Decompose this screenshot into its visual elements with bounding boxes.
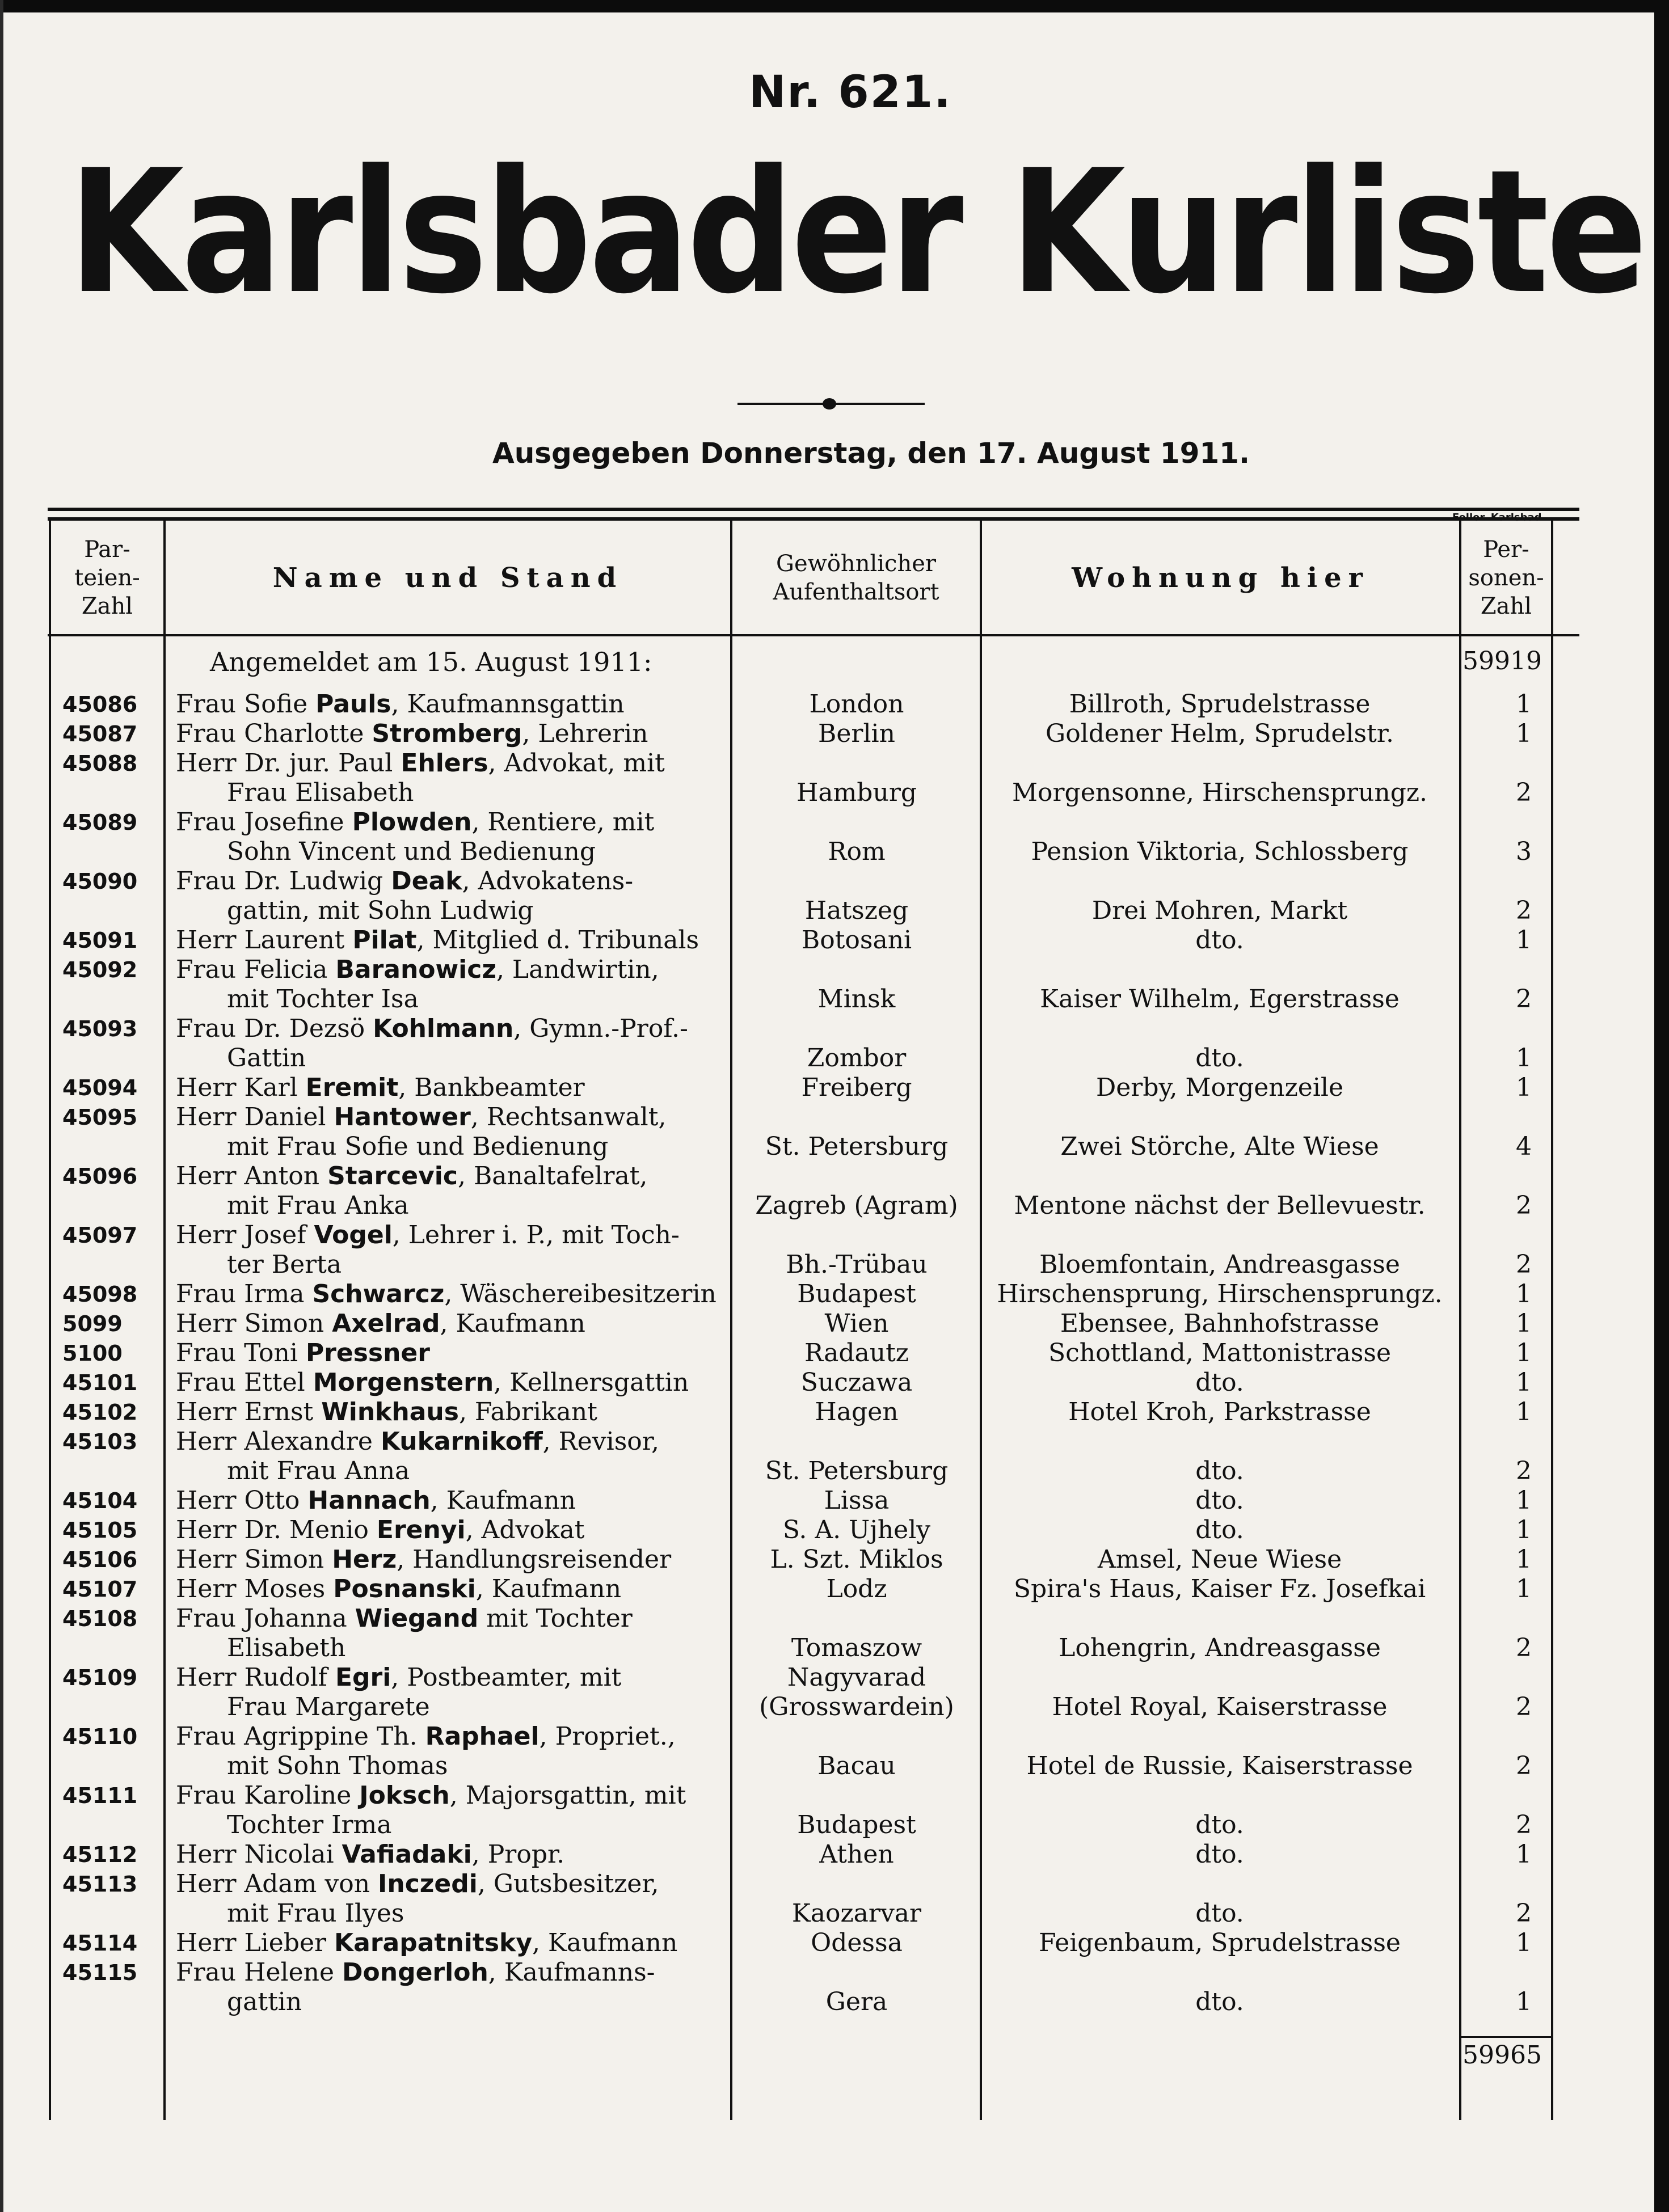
guest-name-line	[176, 1280, 717, 1309]
guest-title-first-name: Frau Toni	[176, 1339, 306, 1367]
origin-place: Lodz	[826, 1574, 887, 1603]
guest-occupation: , Wäschereibesitzerin	[444, 1280, 717, 1308]
party-number: 45109	[62, 1665, 138, 1690]
person-count: 1	[1516, 690, 1532, 719]
guest-name-line	[176, 1427, 659, 1457]
origin-place: S. A. Ujhely	[782, 1516, 931, 1544]
guest-occupation: mit Tochter	[478, 1604, 633, 1633]
guest-occupation: , Rechtsanwalt,	[470, 1103, 667, 1132]
origin-place: Suczawa	[800, 1368, 913, 1397]
person-count: 1	[1516, 1840, 1532, 1869]
person-count: 2	[1516, 1633, 1532, 1662]
guest-name-line	[176, 1781, 686, 1810]
guest-name-line	[176, 955, 659, 985]
person-count: 2	[1516, 1751, 1532, 1780]
guest-surname: Raphael	[425, 1722, 540, 1751]
party-number: 45113	[62, 1872, 138, 1897]
origin-place: Rom	[828, 837, 886, 866]
person-count: 1	[1516, 1280, 1532, 1308]
origin-place: Athen	[819, 1840, 894, 1869]
person-count: 1	[1516, 1073, 1532, 1102]
guest-surname: Hantower	[334, 1103, 471, 1132]
guest-surname: Vogel	[314, 1221, 393, 1249]
residence-address: Morgensonne, Hirschensprungz.	[1011, 778, 1428, 807]
origin-place: Bacau	[817, 1751, 896, 1780]
guest-surname: Wiegand	[355, 1604, 479, 1633]
origin-place: Tomaszow	[791, 1633, 922, 1662]
party-number: 45090	[62, 869, 138, 894]
person-count: 2	[1516, 896, 1532, 925]
guest-title-first-name: Frau Karoline	[176, 1781, 360, 1810]
opening-total: 59919	[1463, 647, 1542, 676]
person-count: 1	[1516, 1987, 1532, 2016]
residence-address: dto.	[1195, 1457, 1244, 1485]
person-count: 2	[1516, 1191, 1532, 1220]
origin-place: L. Szt. Miklos	[770, 1545, 943, 1574]
origin-place: Lissa	[824, 1486, 890, 1515]
guest-name-line	[176, 808, 654, 837]
guest-name-line	[176, 1014, 688, 1044]
party-number: 45101	[62, 1370, 138, 1395]
guest-name-line	[176, 867, 633, 896]
party-number: 45106	[62, 1547, 138, 1572]
guest-name-line	[176, 1103, 666, 1132]
guest-name-line	[176, 1221, 680, 1250]
guest-title-first-name: Herr Dr. jur. Paul	[176, 749, 401, 778]
person-count: 1	[1516, 1398, 1532, 1426]
guest-title-first-name: Herr Karl	[176, 1073, 306, 1102]
guest-surname: Kukarnikoff	[380, 1427, 543, 1456]
origin-place: Nagyvarad	[787, 1663, 926, 1692]
guest-surname: Winkhaus	[321, 1398, 459, 1426]
origin-place: Zombor	[807, 1044, 907, 1073]
residence-address: Derby, Morgenzeile	[1095, 1073, 1344, 1102]
residence-address: Pension Viktoria, Schlossberg	[1031, 837, 1409, 866]
guest-name-continuation: gattin	[227, 1987, 302, 2016]
residence-address: Billroth, Sprudelstrasse	[1069, 690, 1371, 719]
party-number: 45114	[62, 1931, 138, 1956]
residence-address: dto.	[1195, 1899, 1244, 1928]
guest-occupation: , Propr.	[471, 1840, 565, 1869]
guest-surname: Vafiadaki	[342, 1840, 472, 1869]
person-count: 2	[1516, 1692, 1532, 1721]
guest-name-line	[176, 749, 665, 778]
guest-surname: Herz	[332, 1545, 397, 1574]
col-header-origin: Gewöhnlicher Aufenthaltsort	[773, 551, 939, 605]
party-number: 45105	[62, 1518, 138, 1543]
person-count: 1	[1516, 926, 1532, 955]
residence-address: Zwei Störche, Alte Wiese	[1060, 1132, 1379, 1161]
person-count: 1	[1516, 1928, 1532, 1957]
guest-name-line	[176, 719, 648, 749]
residence-address: Hotel Royal, Kaiserstrasse	[1052, 1692, 1388, 1721]
guest-name-continuation: gattin, mit Sohn Ludwig	[227, 896, 534, 925]
guest-occupation: , Lehrerin	[522, 719, 648, 748]
guest-name-line	[176, 1722, 676, 1751]
person-count: 2	[1516, 778, 1532, 807]
guest-name-line	[176, 1398, 597, 1427]
person-count: 1	[1516, 1339, 1532, 1367]
origin-place: Wien	[824, 1309, 889, 1338]
party-number: 45095	[62, 1105, 138, 1130]
guest-occupation: , Banaltafelrat,	[457, 1162, 648, 1191]
registration-date: Angemeldet am 15. August 1911:	[210, 647, 652, 677]
residence-address: dto.	[1195, 1516, 1244, 1544]
guest-occupation: , Kaufmann	[475, 1574, 622, 1603]
guest-title-first-name: Herr Anton	[176, 1162, 328, 1191]
guest-surname: Ehlers	[401, 749, 488, 778]
guest-surname: Erenyi	[376, 1516, 466, 1544]
origin-place: Berlin	[818, 719, 895, 748]
col-header-persons: Per- sonen- Zahl	[1468, 537, 1544, 619]
guest-surname: Schwarcz	[312, 1280, 445, 1308]
guest-name-line	[176, 1486, 576, 1516]
origin-place: Minsk	[817, 985, 896, 1014]
residence-address: Goldener Helm, Sprudelstr.	[1046, 719, 1394, 748]
guest-name-continuation: Sohn Vincent und Bedienung	[227, 837, 596, 866]
guest-occupation: , Advokatens-	[462, 867, 634, 896]
party-number: 45091	[62, 928, 138, 953]
guest-surname: Morgenstern	[313, 1368, 494, 1397]
person-count: 1	[1516, 1545, 1532, 1574]
guest-title-first-name: Frau Josefine	[176, 808, 352, 837]
col-header-name: Name und Stand	[272, 562, 623, 594]
residence-address: Mentone nächst der Bellevuestr.	[1014, 1191, 1426, 1220]
residence-address: dto.	[1195, 1368, 1244, 1397]
guest-occupation: , Landwirtin,	[496, 955, 659, 984]
guest-title-first-name: Frau Irma	[176, 1280, 313, 1308]
guest-title-first-name: Herr Adam von	[176, 1869, 378, 1898]
guest-title-first-name: Herr Rudolf	[176, 1663, 335, 1692]
person-count: 2	[1516, 1899, 1532, 1928]
person-count: 2	[1516, 1250, 1532, 1279]
guest-occupation: , Gymn.-Prof.-	[513, 1014, 688, 1043]
residence-address: Hirschensprung, Hirschensprungz.	[997, 1280, 1443, 1308]
party-number: 45098	[62, 1282, 138, 1307]
guest-title-first-name: Herr Simon	[176, 1309, 332, 1338]
residence-address: dto.	[1195, 1044, 1244, 1073]
guest-surname: Pilat	[352, 926, 417, 955]
residence-address: Hotel de Russie, Kaiserstrasse	[1026, 1751, 1413, 1780]
party-number: 45088	[62, 751, 138, 776]
residence-address: dto.	[1195, 926, 1244, 955]
guest-name-line	[176, 1663, 621, 1692]
guest-surname: Axelrad	[332, 1309, 440, 1338]
guest-name-line	[176, 690, 625, 719]
masthead-title: Karlsbader Kurliste	[68, 133, 1645, 331]
person-count: 3	[1516, 837, 1532, 866]
residence-address: Bloemfontain, Andreasgasse	[1039, 1250, 1400, 1279]
person-count: 1	[1516, 1368, 1532, 1397]
origin-place: Kaozarvar	[791, 1899, 922, 1928]
residence-address: dto.	[1195, 1987, 1244, 2016]
guest-title-first-name: Herr Josef	[176, 1221, 314, 1249]
person-count: 1	[1516, 719, 1532, 748]
guest-name-continuation: mit Frau Ilyes	[227, 1899, 404, 1928]
guest-surname: Plowden	[352, 808, 472, 837]
guest-occupation: , Majorsgattin, mit	[449, 1781, 686, 1810]
party-number: 45110	[62, 1724, 138, 1749]
residence-address: dto.	[1195, 1810, 1244, 1839]
person-count: 1	[1516, 1044, 1532, 1073]
guest-name-line	[176, 1928, 677, 1958]
party-number: 45097	[62, 1223, 138, 1248]
guest-title-first-name: Herr Laurent	[176, 926, 353, 955]
guest-title-first-name: Herr Otto	[176, 1486, 308, 1515]
guest-occupation: , Kaufmannsgattin	[391, 690, 625, 719]
guest-occupation: , Gutsbesitzer,	[477, 1869, 659, 1898]
guest-title-first-name: Herr Dr. Menio	[176, 1516, 377, 1544]
guest-title-first-name: Herr Lieber	[176, 1928, 335, 1957]
guest-name-line	[176, 1604, 633, 1633]
party-number: 45096	[62, 1164, 138, 1189]
residence-address: Amsel, Neue Wiese	[1097, 1545, 1342, 1574]
guest-name-continuation: mit Frau Anna	[227, 1457, 410, 1485]
origin-place: Hatszeg	[804, 896, 909, 925]
residence-address: Feigenbaum, Sprudelstrasse	[1039, 1928, 1401, 1957]
guest-name-line	[176, 1368, 689, 1398]
guest-name-line	[176, 1869, 659, 1899]
party-number: 45112	[62, 1842, 138, 1867]
guest-name-continuation: Gattin	[227, 1044, 306, 1073]
party-number: 45089	[62, 810, 138, 835]
residence-address: Lohengrin, Andreasgasse	[1059, 1633, 1381, 1662]
party-number: 45104	[62, 1488, 138, 1513]
guest-occupation: , Mitglied d. Tribunals	[416, 926, 699, 955]
origin-place: St. Petersburg	[765, 1132, 949, 1161]
col-header-party: Par- teien- Zahl	[74, 537, 140, 619]
origin-place-continuation: (Grosswardein)	[759, 1692, 954, 1721]
origin-place: Budapest	[797, 1810, 916, 1839]
guest-surname: Posnanski	[333, 1574, 476, 1603]
person-count: 1	[1516, 1486, 1532, 1515]
guest-surname: Deak	[391, 867, 462, 896]
guest-title-first-name: Frau Dr. Ludwig	[176, 867, 391, 896]
guest-title-first-name: Frau Sofie	[176, 690, 316, 719]
guest-name-continuation: mit Sohn Thomas	[227, 1751, 448, 1780]
guest-title-first-name: Herr Ernst	[176, 1398, 322, 1426]
party-number: 5100	[62, 1341, 123, 1366]
guest-surname: Hannach	[307, 1486, 431, 1515]
guest-title-first-name: Herr Nicolai	[176, 1840, 342, 1869]
residence-address: dto.	[1195, 1840, 1244, 1869]
party-number: 45111	[62, 1783, 138, 1808]
person-count: 4	[1516, 1132, 1532, 1161]
guest-title-first-name: Herr Daniel	[176, 1103, 334, 1132]
guest-occupation: , Revisor,	[542, 1427, 659, 1456]
guest-surname: Stromberg	[372, 719, 522, 748]
person-count: 2	[1516, 1457, 1532, 1485]
guest-name-line	[176, 1574, 621, 1604]
origin-place: Budapest	[797, 1280, 916, 1308]
guest-occupation: , Advokat	[465, 1516, 585, 1544]
origin-place: Gera	[825, 1987, 888, 2016]
person-count: 2	[1516, 985, 1532, 1014]
party-number: 45093	[62, 1016, 138, 1041]
guest-name-continuation: Elisabeth	[227, 1633, 346, 1662]
guest-name-line	[176, 1545, 671, 1574]
guest-occupation: , Lehrer i. P., mit Toch-	[392, 1221, 680, 1249]
guest-name-line	[176, 1309, 585, 1339]
guest-title-first-name: Herr Simon	[176, 1545, 332, 1574]
issue-date: Ausgegeben Donnerstag, den 17. August 1911.	[492, 437, 1250, 470]
guest-title-first-name: Herr Moses	[176, 1574, 334, 1603]
residence-address: Drei Mohren, Markt	[1091, 896, 1348, 925]
guest-surname: Pauls	[315, 690, 391, 719]
guest-name-continuation: Tochter Irma	[227, 1810, 392, 1839]
guest-surname: Dongerloh	[342, 1958, 488, 1987]
guest-title-first-name: Frau Helene	[176, 1958, 343, 1987]
guest-occupation: , Advokat, mit	[488, 749, 665, 778]
party-number: 45115	[62, 1960, 138, 1985]
party-number: 45103	[62, 1429, 138, 1454]
guest-occupation: , Rentiere, mit	[471, 808, 655, 837]
guest-title-first-name: Frau Dr. Dezsö	[176, 1014, 373, 1043]
residence-address: Ebensee, Bahnhofstrasse	[1060, 1309, 1380, 1338]
person-count: 1	[1516, 1574, 1532, 1603]
guest-name-line	[176, 1162, 647, 1191]
origin-place: St. Petersburg	[765, 1457, 949, 1485]
guest-name-continuation: Frau Elisabeth	[227, 778, 414, 807]
origin-place: Odessa	[811, 1928, 903, 1957]
guest-title-first-name: Frau Agrippine Th.	[176, 1722, 425, 1751]
origin-place: London	[809, 690, 904, 719]
guest-name-line	[176, 1958, 655, 1987]
guest-name-continuation: mit Frau Anka	[227, 1191, 409, 1220]
guest-surname: Kohlmann	[373, 1014, 514, 1043]
party-number: 45107	[62, 1577, 138, 1602]
guest-name-continuation: mit Frau Sofie und Bedienung	[227, 1132, 609, 1161]
party-number: 45087	[62, 721, 138, 746]
guest-occupation: , Fabrikant	[458, 1398, 597, 1426]
guest-name-continuation: ter Berta	[227, 1250, 342, 1279]
residence-address: Hotel Kroh, Parkstrasse	[1068, 1398, 1371, 1426]
origin-place: Hagen	[815, 1398, 899, 1426]
guest-occupation: , Kaufmanns-	[488, 1958, 655, 1987]
guest-title-first-name: Herr Alexandre	[176, 1427, 381, 1456]
origin-place: Bh.-Trübau	[786, 1250, 928, 1279]
guest-title-first-name: Frau Johanna	[176, 1604, 355, 1633]
guest-surname: Baranowicz	[335, 955, 496, 984]
guest-name-line	[176, 926, 699, 955]
origin-place: Freiberg	[801, 1073, 912, 1102]
guest-occupation: , Kaufmann	[440, 1309, 585, 1338]
guest-occupation: , Kaufmann	[532, 1928, 678, 1957]
guest-name-line	[176, 1840, 564, 1869]
guest-title-first-name: Frau Ettel	[176, 1368, 313, 1397]
origin-place: Botosani	[801, 926, 912, 955]
party-number: 45086	[62, 692, 138, 717]
party-number: 45094	[62, 1075, 138, 1100]
origin-place: Hamburg	[796, 778, 917, 807]
col-header-residence: Wohnung hier	[1072, 562, 1369, 594]
guest-occupation: , Handlungsreisender	[397, 1545, 672, 1574]
guest-name-line	[176, 1516, 584, 1545]
residence-address: Kaiser Wilhelm, Egerstrasse	[1040, 985, 1400, 1014]
party-number: 5099	[62, 1311, 123, 1336]
guest-title-first-name: Frau Felicia	[176, 955, 336, 984]
guest-surname: Joksch	[359, 1781, 450, 1810]
guest-surname: Pressner	[305, 1339, 430, 1367]
guest-surname: Egri	[335, 1663, 391, 1692]
residence-address: Spira's Haus, Kaiser Fz. Josefkai	[1013, 1574, 1426, 1603]
guest-occupation: , Kaufmann	[430, 1486, 576, 1515]
guest-name-continuation: Frau Margarete	[227, 1692, 430, 1721]
guest-name-continuation: mit Tochter Isa	[227, 985, 419, 1014]
guest-name-line	[176, 1339, 430, 1368]
residence-address: dto.	[1195, 1486, 1244, 1515]
person-count: 1	[1516, 1309, 1532, 1338]
person-count: 2	[1516, 1810, 1532, 1839]
guest-surname: Starcevic	[327, 1162, 458, 1191]
guest-occupation: , Kellnersgattin	[494, 1368, 689, 1397]
party-number: 45102	[62, 1400, 138, 1425]
guest-occupation: , Bankbeamter	[398, 1073, 585, 1102]
origin-place: Zagreb (Agram)	[755, 1191, 958, 1220]
closing-total: 59965	[1463, 2041, 1542, 2070]
guest-title-first-name: Frau Charlotte	[176, 719, 372, 748]
guest-occupation: , Propriet.,	[539, 1722, 676, 1751]
guest-occupation: , Postbeamter, mit	[391, 1663, 622, 1692]
residence-address: Schottland, Mattonistrasse	[1048, 1339, 1392, 1367]
party-number: 45108	[62, 1606, 138, 1631]
origin-place: Radautz	[804, 1339, 909, 1367]
guest-surname: Karapatnitsky	[334, 1928, 533, 1957]
guest-surname: Eremit	[305, 1073, 399, 1102]
party-number: 45092	[62, 957, 138, 982]
person-count: 1	[1516, 1516, 1532, 1544]
guest-name-line	[176, 1073, 585, 1103]
issue-number: Nr. 621.	[749, 67, 952, 118]
guest-surname: Inczedi	[378, 1869, 478, 1898]
